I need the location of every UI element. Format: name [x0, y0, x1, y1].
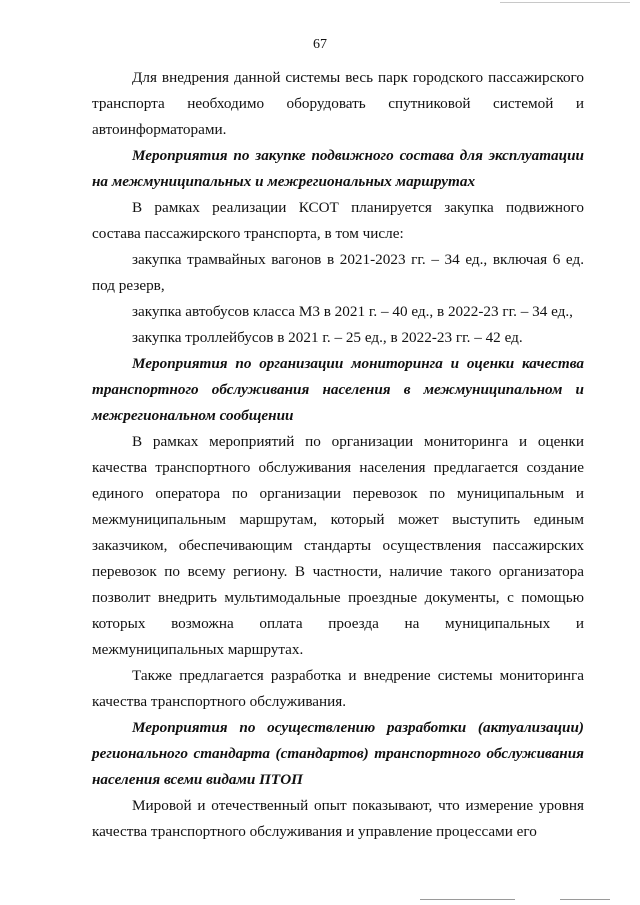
- list-item-trolleybuses: закупка троллейбусов в 2021 г. – 25 ед., в 2022-23 гг. – 42 ед.: [132, 329, 523, 346]
- scan-edge-mark: [500, 2, 630, 3]
- paragraph-ksot-purchase: В рамках реализации КСОТ планируется закупка подвижного состава пассажирского транспорта, в том числе:: [92, 199, 584, 242]
- scan-edge-mark: [420, 899, 515, 900]
- document-body: [92, 65, 584, 845]
- paragraph-monitoring-system: Также предлагается разработка и внедрение системы мониторинга качества транспортного обслуживания.: [92, 667, 584, 710]
- paragraph-single-operator: В рамках мероприятий по организации мониторинга и оценки качества транспортного обслуживания населения предлагается создание единого оператора по организации перевозок по муниципальным и межмуниципальным маршрутам, который может выступить единым заказчиком, обеспечивающим стандарты осуществления пассажирских перевозок по всему региону. В частности, наличие такого организатора позволит внедрить мультимодальные проездные документы, с помощью которых возможна оплата проезда на муниципальных и межмуниципальных маршрутах.: [92, 433, 584, 658]
- heading-rolling-stock: Мероприятия по закупке подвижного состава для эксплуатации на межмуниципальных и межрегиональных маршрутах: [92, 147, 584, 190]
- paragraph-equipment: Для внедрения данной системы весь парк городского пассажирского транспорта необходимо оборудовать спутниковой системой и автоинформаторами.: [92, 69, 584, 138]
- list-item-buses: закупка автобусов класса М3 в 2021 г. – 40 ед., в 2022-23 гг. – 34 ед.,: [132, 303, 573, 320]
- page-number: 67: [313, 37, 327, 52]
- heading-monitoring: Мероприятия по организации мониторинга и оценки качества транспортного обслуживания населения в межмуниципальном и межрегиональном сообщении: [92, 355, 584, 424]
- paragraph-experience: Мировой и отечественный опыт показывают, что измерение уровня качества транспортного обслуживания и управление процессами его: [92, 797, 584, 840]
- scan-edge-mark: [560, 899, 610, 900]
- heading-regional-standard: Мероприятия по осуществлению разработки (актуализации) регионального стандарта (стандартов) транспортного обслуживания населения всеми видами ПТОП: [92, 719, 584, 788]
- list-item-trams: закупка трамвайных вагонов в 2021-2023 гг. – 34 ед., включая 6 ед. под резерв,: [92, 251, 584, 294]
